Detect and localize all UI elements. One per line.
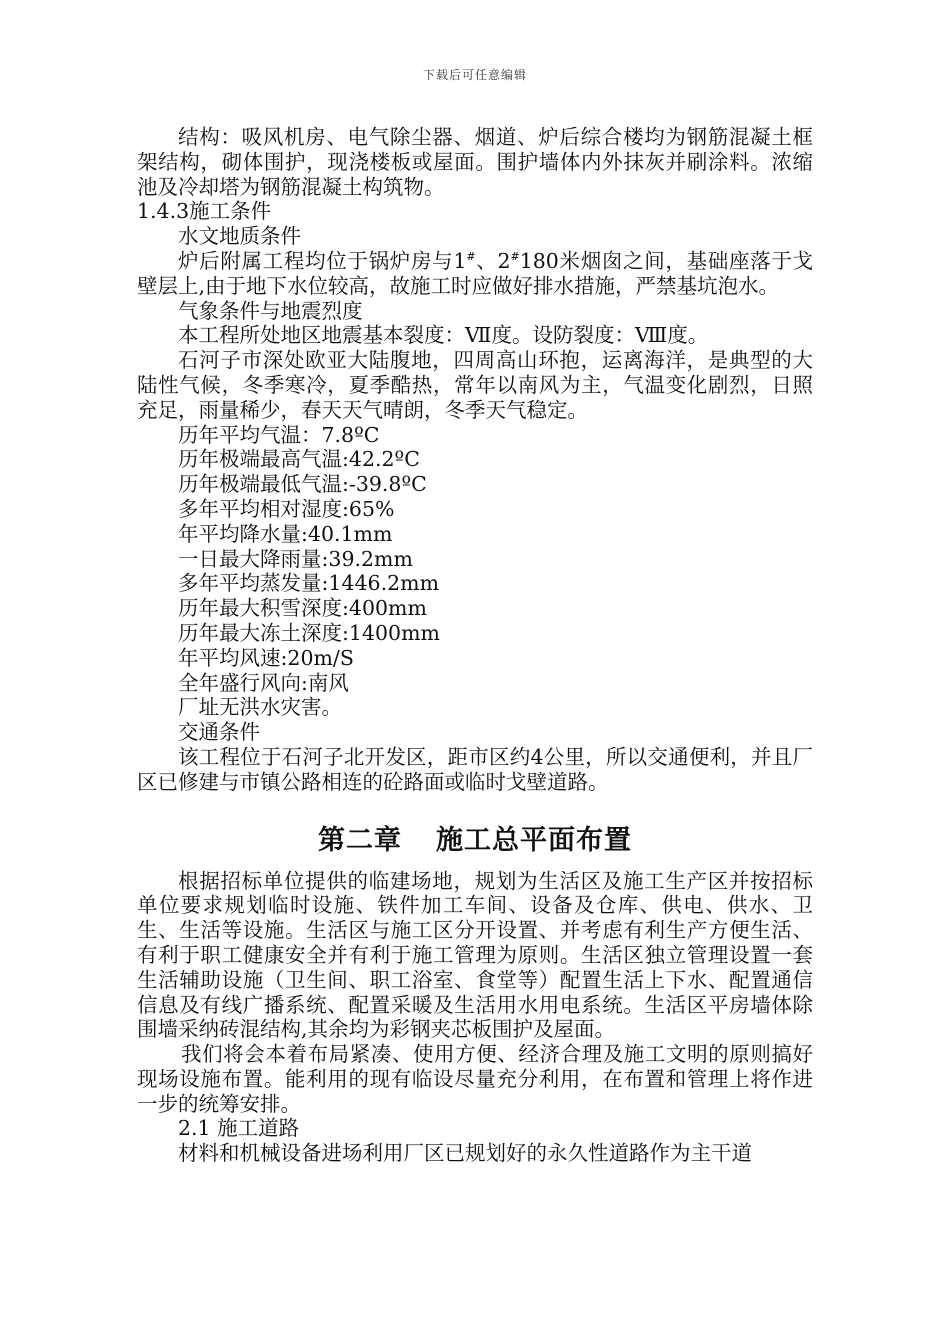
climate-paragraph: 石河子市深处欧亚大陆腹地，四周高山环抱，运离海洋，是典型的大陆性气候，冬季寒冷，夏季酷热，常年以南风为主，气温变化剧烈，日照充足，雨量稀少，春天天气晴朗，冬季天气稳定。 — [137, 348, 813, 422]
structure-paragraph: 结构：吸风机房、电气除尘器、烟道、炉后综合楼均为钢筋混凝土框架结构，砌体围护，现浇楼板或屋面。围护墙体内外抹灰并刷涂料。浓缩池及冷却塔为钢筋混凝土构筑物。 — [137, 125, 813, 199]
climate-item: 多年平均相对湿度:65% — [178, 496, 395, 521]
climate-item: 历年最大冻土深度:1400mm — [178, 620, 440, 645]
climate-item: 历年极端最低气温:-39.8ºC — [178, 472, 427, 497]
page-header: 下载后可任意编辑 — [422, 68, 527, 82]
chapter2-paragraph-3: 材料和机械设备进场利用厂区已规划好的永久性道路作为主干道 — [178, 1141, 752, 1166]
document-body — [137, 125, 813, 1166]
traffic-paragraph: 该工程位于石河子北开发区，距市区约4公里，所以交通便利，并且厂区已修建与市镇公路相连的砼路面或临时戈壁道路。 — [137, 744, 813, 794]
hydro-text-c: 180米烟囱之间，基础座落于戈壁层上,由于地下水位较高，故施工时应做好排水措施，严禁基坑泡水。 — [137, 248, 813, 298]
hydro-text-b: 、2 — [475, 248, 511, 273]
climate-item: 厂址无洪水灾害。 — [178, 695, 342, 720]
section-heading-1-4-3: 1.4.3施工条件 — [137, 199, 272, 224]
climate-item: 年平均降水量:40.1mm — [178, 521, 393, 546]
hydro-sup-1: # — [466, 250, 476, 264]
climate-item: 全年盛行风向:南风 — [178, 670, 349, 695]
climate-item: 历年最大积雪深度:400mm — [178, 596, 427, 621]
section-heading-2-1: 2.1 施工道路 — [178, 1116, 300, 1141]
climate-item: 历年平均气温：7.8ºC — [178, 422, 380, 447]
climate-item: 年平均风速:20m/S — [178, 645, 354, 670]
climate-item: 多年平均蒸发量:1446.2mm — [178, 571, 440, 596]
hydro-sup-2: # — [510, 250, 520, 264]
chapter-name: 施工总平面布置 — [436, 824, 632, 856]
climate-item: 历年极端最高气温:42.2ºC — [178, 447, 420, 472]
chapter2-paragraph-2: 我们将会本着布局紧凑、使用方便、经济合理及施工文明的原则搞好现场设施布置。能利用的现有临设尽量充分利用，在布置和管理上将作进一步的统筹安排。 — [137, 1042, 813, 1116]
hydro-title: 水文地质条件 — [178, 224, 301, 249]
chapter2-paragraph-1: 根据招标单位提供的临建场地，规划为生活区及施工生产区并按招标单位要求规划临时设施、铁件加工车间、设备及仓库、供电、供水、卫生、生活等设施。生活区与施工区分开设置、并考虑有利生产方便生活、有利于职工健康安全并有利于施工管理为原则。生活区独立管理设置一套生活辅助设施（卫生间、职工浴室、食堂等）配置生活上下水、配置通信信息及有线广播系统、配置采暖及生活用水用电系统。生活区平房墙体除围墙采纳砖混结构,其余均为彩钢夹芯板围护及屋面。 — [137, 868, 813, 1042]
climate-item: 一日最大降雨量:39.2mm — [178, 546, 413, 571]
seismic-paragraph: 本工程所处地区地震基本裂度：Ⅶ度。设防裂度：Ⅷ度。 — [178, 323, 709, 348]
chapter-number: 第二章 — [318, 824, 402, 856]
traffic-title: 交通条件 — [178, 720, 260, 745]
chapter-title — [137, 821, 813, 861]
climate-title: 气象条件与地震烈度 — [178, 298, 363, 323]
hydro-text-a: 炉后附属工程均位于锅炉房与1 — [178, 248, 467, 273]
hydro-paragraph — [137, 249, 813, 299]
